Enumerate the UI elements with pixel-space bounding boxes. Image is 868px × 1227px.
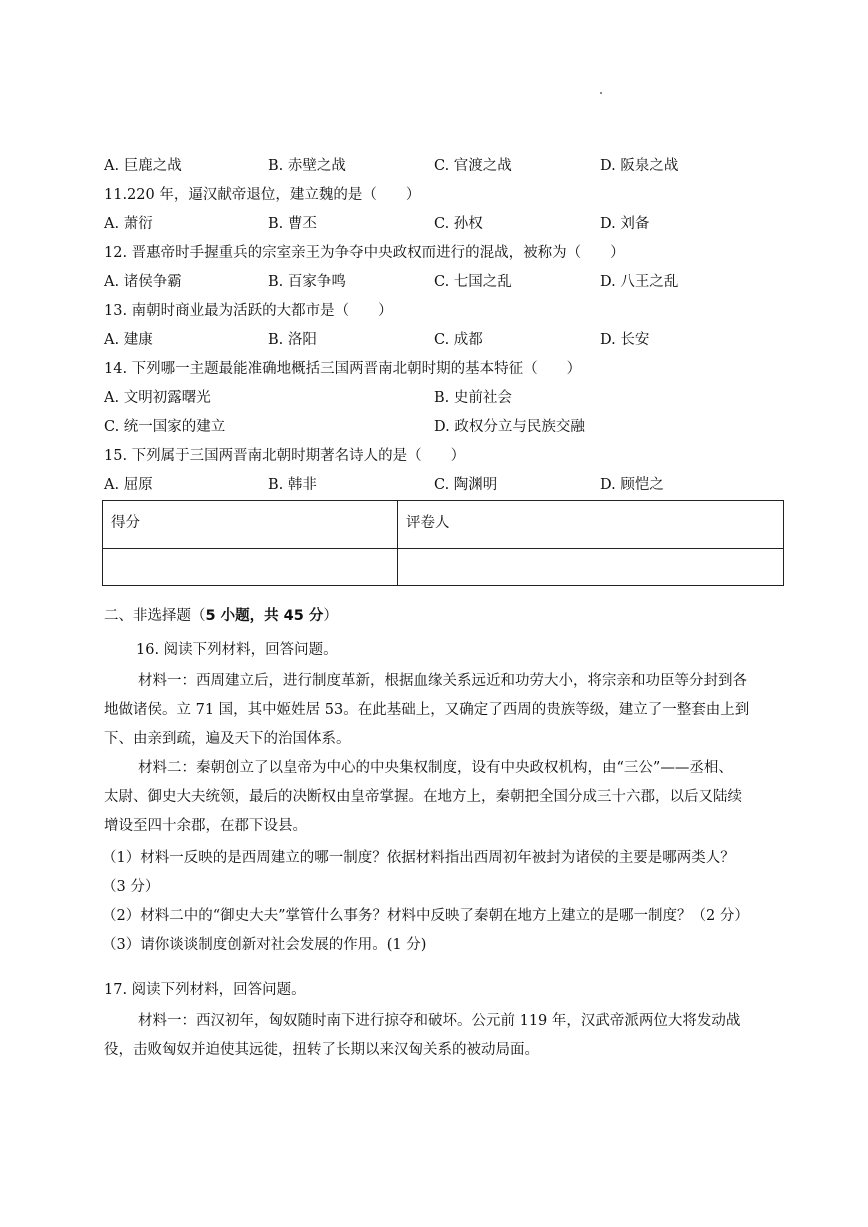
score-value-cell[interactable] <box>103 549 398 586</box>
q14-option-d: D. 政权分立与民族交融 <box>434 419 585 435</box>
section-2-title <box>104 606 338 626</box>
q13-stem: 13. 南朝时商业最为活跃的大都市是（ ） <box>104 303 393 319</box>
score-label-cell <box>103 501 398 549</box>
q16-sub-2: （2）材料二中的“御史大夫”掌管什么事务？材料中反映了秦朝在地方上建立的是哪一制度？（2 分） <box>102 908 749 924</box>
q11-option-d: D. 刘备 <box>600 216 650 232</box>
q11-option-a: A. 萧衍 <box>104 216 153 232</box>
q12-option-a: A. 诸侯争霸 <box>104 274 182 290</box>
grader-label-cell <box>398 501 784 549</box>
q11-stem: 11.220 年，逼汉献帝退位，建立魏的是（ ） <box>104 187 421 203</box>
q17-material-1 <box>104 1007 784 1065</box>
q10-option-a: A. 巨鹿之战 <box>104 158 182 174</box>
q13-option-b: B. 洛阳 <box>268 332 317 348</box>
q16-material-2 <box>104 754 784 841</box>
q16-material-1-line-2: 地做诸侯。立 71 国，其中姬姓居 53。在此基础上，又确定了西周的贵族等级，建立了一整套由上到 <box>104 702 750 718</box>
q14-option-c: C. 统一国家的建立 <box>104 419 226 435</box>
q13-option-c: C. 成都 <box>434 332 483 348</box>
q11-option-c: C. 孙权 <box>434 216 483 232</box>
q15-option-c: C. 陶渊明 <box>434 477 498 493</box>
q13-option-d: D. 长安 <box>600 332 650 348</box>
q14-option-b: B. 史前社会 <box>434 390 512 406</box>
q17-stem: 17. 阅读下列材料，回答问题。 <box>104 982 306 998</box>
q16-material-1-line-1: 材料一：西周建立后，进行制度革新，根据血缘关系远近和功劳大小，将宗亲和功臣等分封到各 <box>138 673 747 689</box>
q14-stem: 14. 下列哪一主题最能准确地概括三国两晋南北朝时期的基本特征（ ） <box>104 361 582 377</box>
q16-sub-3: （3）请你谈谈制度创新对社会发展的作用。(1 分) <box>102 937 427 953</box>
q12-option-b: B. 百家争鸣 <box>268 274 346 290</box>
score-table <box>102 500 784 586</box>
q16-material-1 <box>104 667 784 754</box>
q17-material-1-line-1: 材料一：西汉初年，匈奴随时南下进行掠夺和破坏。公元前 119 年，汉武帝派两位大将发动战 <box>138 1013 741 1029</box>
q15-option-b: B. 韩非 <box>268 477 317 493</box>
q10-option-b: B. 赤壁之战 <box>268 158 346 174</box>
q12-option-c: C. 七国之乱 <box>434 274 512 290</box>
q10-option-d: D. 阪泉之战 <box>600 158 679 174</box>
q15-option-d: D. 顾恺之 <box>600 477 664 493</box>
section-2-count: 5 小题，共 45 分 <box>205 608 324 624</box>
grader-value-cell[interactable] <box>398 549 784 586</box>
q16-sub-1-line-1: （1）材料一反映的是西周建立的哪一制度？依据材料指出西周初年被封为诸侯的主要是哪两类人？ <box>102 850 735 866</box>
q16-material-2-line-1: 材料二：秦朝创立了以皇帝为中心的中央集权制度，设有中央政权机构，由“三公”——丞相、 <box>138 760 733 776</box>
q11-option-b: B. 曹丕 <box>268 216 317 232</box>
q15-option-a: A. 屈原 <box>104 477 153 493</box>
section-2-suffix: ） <box>323 608 338 624</box>
q12-option-d: D. 八王之乱 <box>600 274 679 290</box>
q12-stem: 12. 晋惠帝时手握重兵的宗室亲王为争夺中央政权而进行的混战，被称为（ ） <box>104 245 625 261</box>
q14-option-a: A. 文明初露曙光 <box>104 390 211 406</box>
q16-material-2-line-3: 增设至四十余郡，在郡下设县。 <box>104 818 307 834</box>
q10-option-c: C. 官渡之战 <box>434 158 512 174</box>
grader-label: 评卷人 <box>406 515 450 531</box>
score-label: 得分 <box>111 515 140 531</box>
q16-sub-1-line-2: （3 分） <box>102 879 160 895</box>
q16-material-2-line-2: 太尉、御史大夫统领，最后的决断权由皇帝掌握。在地方上，秦朝把全国分成三十六郡，以后又陆续 <box>104 789 742 805</box>
q16-stem: 16. 阅读下列材料，回答问题。 <box>136 642 338 658</box>
q13-option-a: A. 建康 <box>104 332 153 348</box>
q17-material-1-line-2: 役，击败匈奴并迫使其远徙，扭转了长期以来汉匈关系的被动局面。 <box>104 1042 539 1058</box>
q15-stem: 15. 下列属于三国两晋南北朝时期著名诗人的是（ ） <box>104 448 466 464</box>
scan-dot <box>600 92 602 94</box>
section-2-prefix: 二、非选择题（ <box>104 608 206 624</box>
q16-material-1-line-3: 下、由亲到疏，遍及天下的治国体系。 <box>104 731 351 747</box>
